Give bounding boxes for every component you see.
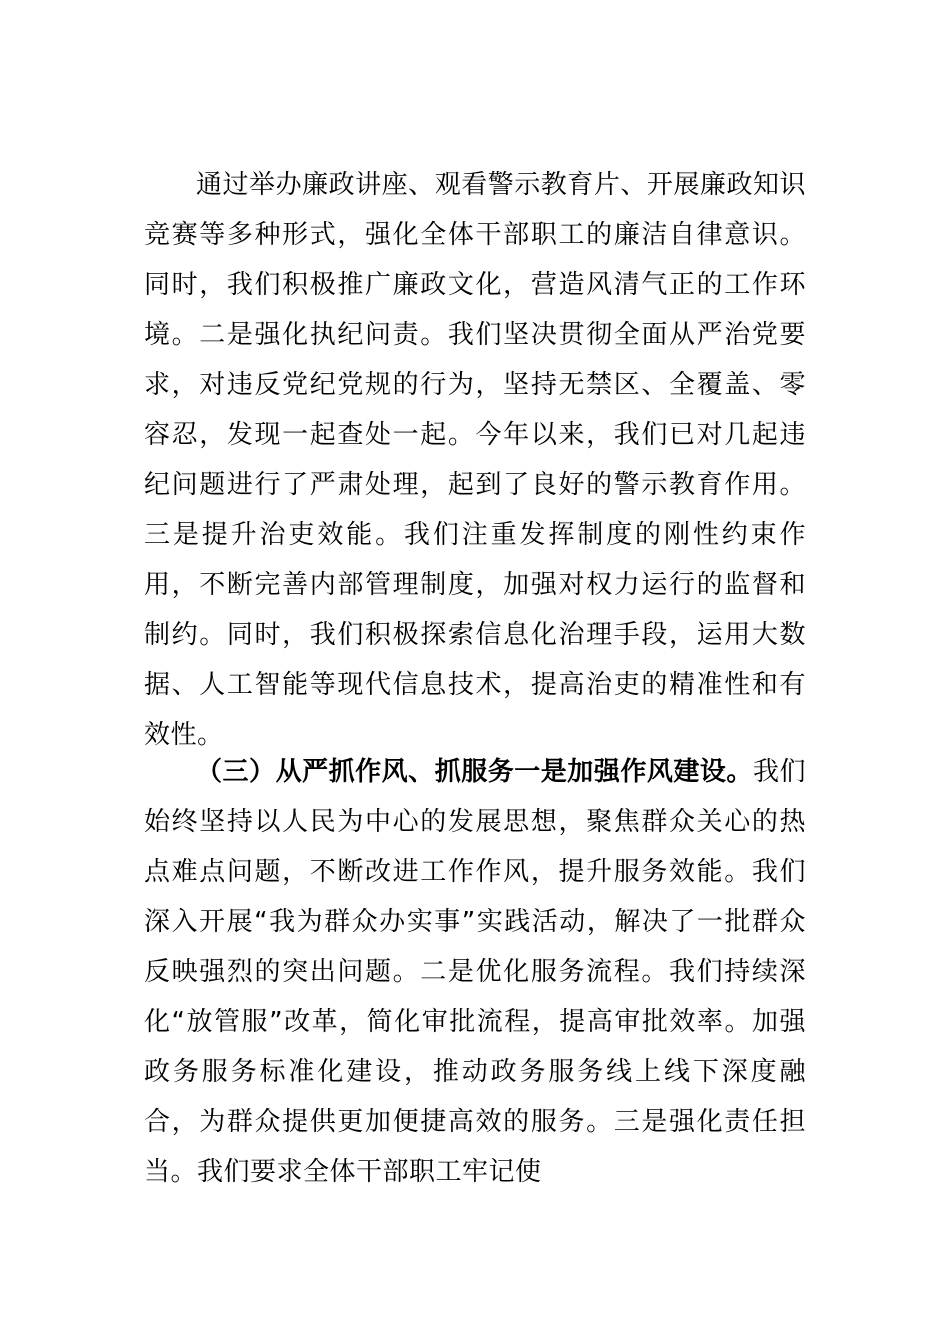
body-paragraph-work-style xyxy=(144,747,806,1197)
section-heading-three: （三）从严抓作风、抓服务一是加强作风建设。 xyxy=(196,757,753,787)
body-paragraph-integrity: 通过举办廉政讲座、观看警示教育片、开展廉政知识竞赛等多种形式，强化全体干部职工的廉洁自律意识。同时，我们积极推广廉政文化，营造风清气正的工作环境。二是强化执纪问责。我们坚决贯彻全面从严治党要求，对违反党纪党规的行为，坚持无禁区、全覆盖、零容忍，发现一起查处一起。今年以来，我们已对几起违纪问题进行了严肃处理，起到了良好的警示教育作用。三是提升治吏效能。我们注重发挥制度的刚性约束作用，不断完善内部管理制度，加强对权力运行的监督和制约。同时，我们积极探索信息化治理手段，运用大数据、人工智能等现代信息技术，提高治吏的精准性和有效性。 xyxy=(144,170,806,750)
section-body-text: 我们始终坚持以人民为中心的发展思想，聚焦群众关心的热点难点问题，不断改进工作作风，提升服务效能。我们深入开展“我为群众办实事”实践活动，解决了一批群众反映强烈的突出问题。二是优化服务流程。我们持续深化“放管服”改革，简化审批流程，提高审批效率。加强政务服务标准化建设，推动政务服务线上线下深度融合，为群众提供更加便捷高效的服务。三是强化责任担当。我们要求全体干部职工牢记使 xyxy=(144,757,806,1187)
